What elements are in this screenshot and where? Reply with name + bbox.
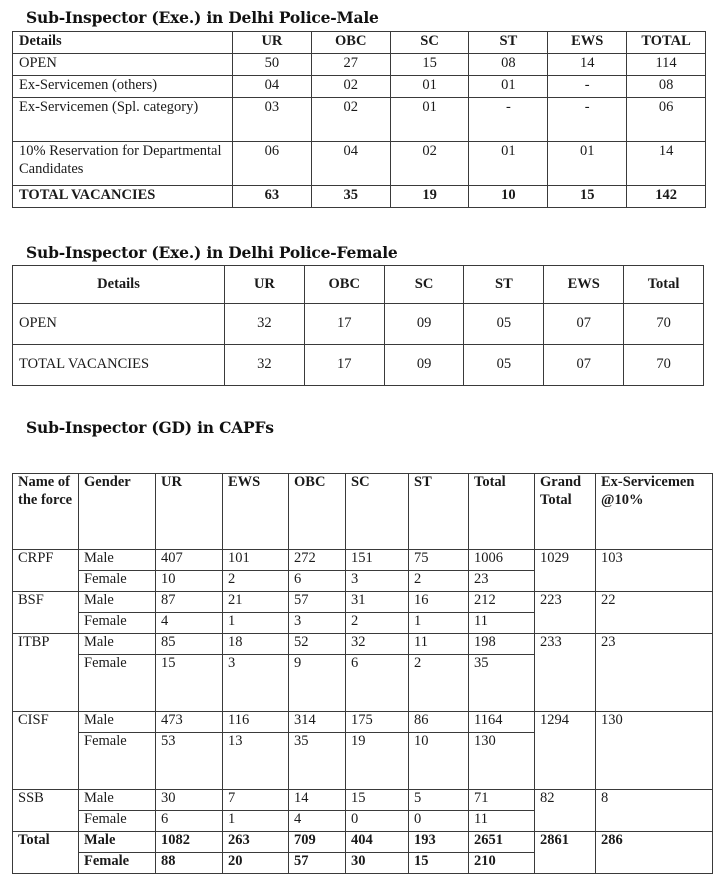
table-header-row: [13, 32, 706, 54]
cell-sc: 2: [346, 613, 409, 634]
table-row: [13, 790, 713, 811]
column-header-st: ST: [409, 474, 469, 550]
cell-total: 11: [469, 613, 535, 634]
cell-obc: 57: [289, 853, 346, 874]
table-row: [13, 142, 706, 186]
cell-st: 11: [409, 634, 469, 655]
cell-sc: 15: [346, 790, 409, 811]
column-header-details: Details: [13, 266, 225, 304]
cell-ur: 1082: [156, 832, 223, 853]
cell-sc: 3: [346, 571, 409, 592]
cell-ews: 7: [223, 790, 289, 811]
cell-ur: 63: [233, 186, 312, 208]
table-row: [13, 54, 706, 76]
table-row: [13, 76, 706, 98]
cell-force: BSF: [13, 592, 79, 634]
cell-total: 70: [624, 304, 704, 345]
cell-obc: 17: [304, 304, 384, 345]
cell-ur: 32: [225, 304, 305, 345]
cell-sc: 19: [390, 186, 469, 208]
cell-st: 0: [409, 811, 469, 832]
cell-force: ITBP: [13, 634, 79, 712]
cell-st: 01: [469, 142, 548, 186]
cell-gender: Female: [79, 733, 156, 790]
cell-sc: 31: [346, 592, 409, 613]
cell-total: 11: [469, 811, 535, 832]
cell-ur: 50: [233, 54, 312, 76]
cell-ews: 18: [223, 634, 289, 655]
table-row: [13, 550, 713, 571]
cell-ur: 88: [156, 853, 223, 874]
cell-ur: 473: [156, 712, 223, 733]
column-header-total: TOTAL: [627, 32, 706, 54]
cell-obc: 02: [311, 98, 390, 142]
cell-ews: 116: [223, 712, 289, 733]
column-header-obc: OBC: [289, 474, 346, 550]
table-row: [13, 592, 713, 613]
cell-total: 1006: [469, 550, 535, 571]
cell-details: OPEN: [13, 304, 225, 345]
cell-total: 71: [469, 790, 535, 811]
cell-gender: Female: [79, 655, 156, 712]
column-header-obc: OBC: [304, 266, 384, 304]
column-header-st: ST: [469, 32, 548, 54]
cell-st: 2: [409, 571, 469, 592]
cell-total: 142: [627, 186, 706, 208]
column-header-total: Total: [469, 474, 535, 550]
cell-sc: 09: [384, 304, 464, 345]
cell-ur: 06: [233, 142, 312, 186]
column-header-ur: UR: [225, 266, 305, 304]
cell-st: 1: [409, 613, 469, 634]
cell-grand-total: 223: [535, 592, 596, 634]
table-row-total: [13, 186, 706, 208]
cell-ews: 21: [223, 592, 289, 613]
column-header-st: ST: [464, 266, 544, 304]
cell-st: 86: [409, 712, 469, 733]
cell-gender: Male: [79, 550, 156, 571]
cell-gender: Male: [79, 634, 156, 655]
cell-ex-servicemen: 23: [596, 634, 713, 712]
cell-ews: 101: [223, 550, 289, 571]
section-title-delhi-police-male: Sub-Inspector (Exe.) in Delhi Police-Male: [26, 8, 379, 27]
column-header-ur: UR: [233, 32, 312, 54]
cell-gender: Male: [79, 712, 156, 733]
cell-st: -: [469, 98, 548, 142]
cell-force: CRPF: [13, 550, 79, 592]
column-header-sc: SC: [346, 474, 409, 550]
cell-sc: 09: [384, 345, 464, 386]
cell-sc: 01: [390, 76, 469, 98]
cell-ur: 4: [156, 613, 223, 634]
column-header-force: Name of the force: [13, 474, 79, 550]
table-row: [13, 712, 713, 733]
cell-total: 2651: [469, 832, 535, 853]
table-row-total: [13, 832, 713, 853]
cell-ur: 85: [156, 634, 223, 655]
cell-obc: 314: [289, 712, 346, 733]
cell-sc: 0: [346, 811, 409, 832]
cell-gender: Female: [79, 811, 156, 832]
cell-total: 06: [627, 98, 706, 142]
cell-ex-servicemen: 286: [596, 832, 713, 874]
cell-st: 193: [409, 832, 469, 853]
cell-sc: 02: [390, 142, 469, 186]
cell-obc: 9: [289, 655, 346, 712]
cell-ex-servicemen: 22: [596, 592, 713, 634]
cell-obc: 52: [289, 634, 346, 655]
column-header-ex-servicemen: Ex-Servicemen @10%: [596, 474, 713, 550]
table-header-row: [13, 266, 704, 304]
cell-ur: 53: [156, 733, 223, 790]
cell-ews: 14: [548, 54, 627, 76]
cell-st: 75: [409, 550, 469, 571]
cell-sc: 32: [346, 634, 409, 655]
cell-details: 10% Reservation for Departmental Candidates: [13, 142, 233, 186]
cell-st: 01: [469, 76, 548, 98]
cell-grand-total: 82: [535, 790, 596, 832]
cell-gender: Male: [79, 592, 156, 613]
cell-sc: 6: [346, 655, 409, 712]
cell-ews: 1: [223, 613, 289, 634]
cell-grand-total: 1294: [535, 712, 596, 790]
cell-details: Ex-Servicemen (others): [13, 76, 233, 98]
cell-gender: Female: [79, 571, 156, 592]
cell-st: 10: [469, 186, 548, 208]
cell-ur: 87: [156, 592, 223, 613]
cell-sc: 19: [346, 733, 409, 790]
cell-ews: 3: [223, 655, 289, 712]
cell-sc: 175: [346, 712, 409, 733]
cell-force: SSB: [13, 790, 79, 832]
cell-ews: -: [548, 98, 627, 142]
cell-sc: 151: [346, 550, 409, 571]
table-header-row: [13, 474, 713, 550]
cell-ur: 6: [156, 811, 223, 832]
cell-total: 70: [624, 345, 704, 386]
cell-obc: 35: [289, 733, 346, 790]
column-header-gender: Gender: [79, 474, 156, 550]
cell-ews: 07: [544, 345, 624, 386]
cell-gender: Female: [79, 853, 156, 874]
cell-ur: 03: [233, 98, 312, 142]
column-header-ews: EWS: [223, 474, 289, 550]
cell-total: 14: [627, 142, 706, 186]
cell-st: 16: [409, 592, 469, 613]
cell-details: TOTAL VACANCIES: [13, 345, 225, 386]
cell-st: 05: [464, 304, 544, 345]
cell-obc: 02: [311, 76, 390, 98]
cell-obc: 04: [311, 142, 390, 186]
cell-sc: 15: [390, 54, 469, 76]
column-header-ews: EWS: [544, 266, 624, 304]
cell-obc: 6: [289, 571, 346, 592]
cell-st: 2: [409, 655, 469, 712]
cell-st: 08: [469, 54, 548, 76]
cell-ur: 407: [156, 550, 223, 571]
cell-ur: 32: [225, 345, 305, 386]
cell-ews: 01: [548, 142, 627, 186]
cell-obc: 57: [289, 592, 346, 613]
cell-ur: 04: [233, 76, 312, 98]
cell-obc: 27: [311, 54, 390, 76]
cell-total: 35: [469, 655, 535, 712]
cell-ews: 15: [548, 186, 627, 208]
cell-sc: 404: [346, 832, 409, 853]
column-header-details: Details: [13, 32, 233, 54]
section-title-delhi-police-female: Sub-Inspector (Exe.) in Delhi Police-Female: [26, 243, 398, 262]
cell-obc: 14: [289, 790, 346, 811]
table-row: [13, 634, 713, 655]
cell-ex-servicemen: 103: [596, 550, 713, 592]
cell-force: CISF: [13, 712, 79, 790]
cell-grand-total: 1029: [535, 550, 596, 592]
cell-obc: 3: [289, 613, 346, 634]
table-delhi-police-female: [12, 265, 704, 386]
cell-total: 114: [627, 54, 706, 76]
cell-details: Ex-Servicemen (Spl. category): [13, 98, 233, 142]
cell-ews: 1: [223, 811, 289, 832]
cell-total: 210: [469, 853, 535, 874]
cell-ex-servicemen: 130: [596, 712, 713, 790]
table-row: [13, 345, 704, 386]
column-header-ur: UR: [156, 474, 223, 550]
column-header-sc: SC: [384, 266, 464, 304]
cell-grand-total: 2861: [535, 832, 596, 874]
cell-sc: 30: [346, 853, 409, 874]
cell-grand-total: 233: [535, 634, 596, 712]
cell-total: 212: [469, 592, 535, 613]
cell-total: 1164: [469, 712, 535, 733]
table-delhi-police-male: [12, 31, 706, 208]
cell-ews: 07: [544, 304, 624, 345]
cell-obc: 272: [289, 550, 346, 571]
column-header-grand-total: Grand Total: [535, 474, 596, 550]
cell-ews: 2: [223, 571, 289, 592]
cell-sc: 01: [390, 98, 469, 142]
cell-total: 130: [469, 733, 535, 790]
cell-obc: 709: [289, 832, 346, 853]
table-row: [13, 98, 706, 142]
cell-ews: 263: [223, 832, 289, 853]
cell-st: 05: [464, 345, 544, 386]
cell-details: OPEN: [13, 54, 233, 76]
cell-ews: 20: [223, 853, 289, 874]
column-header-sc: SC: [390, 32, 469, 54]
cell-st: 10: [409, 733, 469, 790]
cell-obc: 4: [289, 811, 346, 832]
section-title-capf: Sub-Inspector (GD) in CAPFs: [26, 418, 274, 437]
column-header-obc: OBC: [311, 32, 390, 54]
column-header-ews: EWS: [548, 32, 627, 54]
cell-ur: 10: [156, 571, 223, 592]
cell-st: 5: [409, 790, 469, 811]
cell-gender: Female: [79, 613, 156, 634]
cell-ews: -: [548, 76, 627, 98]
table-row: [13, 304, 704, 345]
cell-gender: Male: [79, 790, 156, 811]
cell-gender: Male: [79, 832, 156, 853]
cell-ex-servicemen: 8: [596, 790, 713, 832]
cell-details: TOTAL VACANCIES: [13, 186, 233, 208]
cell-force: Total: [13, 832, 79, 874]
cell-obc: 35: [311, 186, 390, 208]
cell-total: 08: [627, 76, 706, 98]
cell-obc: 17: [304, 345, 384, 386]
table-capf: [12, 473, 713, 874]
cell-ews: 13: [223, 733, 289, 790]
cell-ur: 15: [156, 655, 223, 712]
cell-st: 15: [409, 853, 469, 874]
cell-ur: 30: [156, 790, 223, 811]
cell-total: 23: [469, 571, 535, 592]
column-header-total: Total: [624, 266, 704, 304]
cell-total: 198: [469, 634, 535, 655]
